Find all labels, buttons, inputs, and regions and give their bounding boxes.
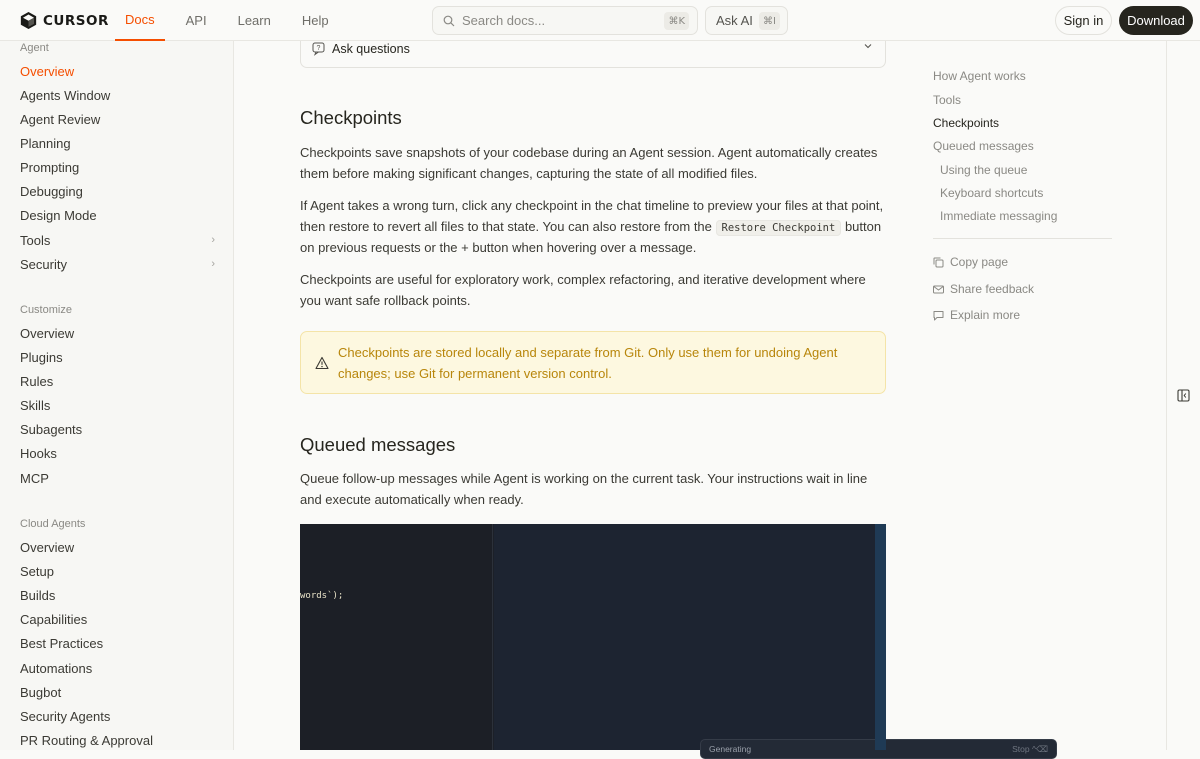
top-header: [0, 0, 1200, 41]
chat-bubble-icon: [933, 310, 944, 321]
sidebar-section-agent: Agent: [20, 42, 49, 54]
sidebar-item-bugbot[interactable]: [20, 681, 215, 703]
sidebar-item-label: Security Agents: [20, 708, 111, 724]
top-nav: [115, 0, 350, 41]
checkpoints-heading: Checkpoints: [300, 107, 402, 128]
logo-text: CURSOR: [43, 12, 109, 29]
sidebar-item-overview[interactable]: [20, 60, 215, 82]
toc-divider: [933, 238, 1112, 239]
sidebar-item-best-practices[interactable]: [20, 632, 215, 654]
right-divider: [1166, 41, 1167, 750]
sidebar-item-pr-routing[interactable]: [20, 729, 215, 751]
sidebar-item-label: MCP: [20, 470, 49, 486]
explain-more-button[interactable]: [933, 308, 1020, 322]
tab-api[interactable]: API: [185, 13, 207, 28]
sidebar-item-security[interactable]: [20, 253, 215, 275]
queued-messages-heading: Queued messages: [300, 434, 456, 455]
sidebar-item-label: Builds: [20, 587, 56, 603]
chevron-right-icon: ›: [211, 234, 215, 246]
sidebar-item-label: Debugging: [20, 183, 83, 199]
sidebar-item-hooks[interactable]: [20, 442, 215, 464]
copy-page-button[interactable]: [933, 255, 1008, 269]
checkpoints-paragraph-2: [300, 196, 890, 259]
sign-in-button[interactable]: Sign in: [1055, 6, 1112, 35]
sidebar-item-tools[interactable]: [20, 229, 215, 251]
restore-checkpoint-code: Restore Checkpoint: [716, 220, 842, 236]
copy-page-label: Copy page: [950, 255, 1009, 269]
panel-toggle-icon[interactable]: [1177, 389, 1190, 402]
sidebar-item-security-agents[interactable]: [20, 705, 215, 727]
copy-icon: [933, 257, 944, 268]
sidebar-item-label: Setup: [20, 563, 54, 579]
warning-text: Checkpoints are stored locally and separate from Git. Only use them for undoing Agent changes; use Git for permanent version control.: [338, 345, 838, 381]
sidebar-item-design-mode[interactable]: [20, 204, 215, 226]
checkpoints-paragraph-3: Checkpoints are useful for exploratory work, complex refactoring, and iterative development where you want safe rollback points.: [300, 272, 866, 308]
generating-label: Generating: [709, 744, 752, 754]
toc-immediate-messaging[interactable]: Immediate messaging: [940, 209, 1058, 223]
ask-ai-button[interactable]: [705, 6, 788, 35]
cursor-logo-icon: [20, 11, 37, 30]
sidebar-item-label: Agent Review: [20, 111, 101, 127]
explain-more-label: Explain more: [950, 308, 1021, 322]
chevron-right-icon: ›: [211, 258, 215, 270]
mail-icon: [933, 284, 944, 295]
sidebar-item-subagents[interactable]: [20, 418, 215, 440]
share-feedback-label: Share feedback: [950, 282, 1035, 296]
sidebar-item-label: Overview: [20, 63, 75, 79]
sidebar-item-label: Hooks: [20, 445, 57, 461]
search-input[interactable]: [462, 13, 652, 28]
queued-paragraph-1: Queue follow-up messages while Agent is working on the current task. Your instructions wait in line and execute automatically when ready.: [300, 471, 868, 507]
sidebar-item-label: Planning: [20, 135, 71, 151]
sidebar: [0, 41, 234, 750]
toc-how-agent-works[interactable]: How Agent works: [933, 69, 1026, 83]
warning-triangle-icon: [315, 356, 329, 370]
sidebar-item-label: Design Mode: [20, 207, 97, 223]
sidebar-item-cloud-overview[interactable]: [20, 536, 215, 558]
sidebar-item-label: Subagents: [20, 421, 83, 437]
sidebar-item-label: Skills: [20, 397, 51, 413]
sidebar-item-planning[interactable]: [20, 132, 215, 154]
sidebar-item-label: Security: [20, 256, 67, 272]
sidebar-item-customize-overview[interactable]: [20, 322, 215, 344]
sidebar-item-label: Best Practices: [20, 635, 104, 651]
share-feedback-button[interactable]: [933, 282, 1034, 296]
search-shortcut: ⌘K: [664, 12, 689, 30]
paragraph-text: If Agent takes a wrong turn, click any checkpoint in the chat timeline to preview your files at that point, then restore to revert all files to that state. You can also restore from the: [300, 198, 884, 234]
tab-docs[interactable]: Docs: [115, 0, 165, 41]
editor-pane: [300, 524, 493, 750]
svg-text:?: ?: [316, 45, 321, 52]
download-button[interactable]: Download: [1119, 6, 1193, 35]
stop-label: Stop ^⌫: [1012, 744, 1048, 754]
sidebar-item-label: Automations: [20, 660, 93, 676]
sidebar-section-cloud-agents: Cloud Agents: [20, 518, 86, 530]
sidebar-item-prompting[interactable]: [20, 156, 215, 178]
toc-using-the-queue[interactable]: Using the queue: [940, 163, 1028, 177]
ask-ai-shortcut: ⌘I: [759, 12, 780, 30]
ask-questions-label: Ask questions: [332, 41, 410, 56]
sidebar-item-setup[interactable]: [20, 560, 215, 582]
sidebar-item-label: Bugbot: [20, 684, 62, 700]
sidebar-item-capabilities[interactable]: [20, 608, 215, 630]
paragraph-text: button on previous requests or the + button when hovering over a message.: [300, 218, 882, 255]
sidebar-item-label: Capabilities: [20, 611, 88, 627]
sidebar-item-label: Plugins: [20, 349, 63, 365]
sidebar-item-label: Rules: [20, 373, 54, 389]
sidebar-section-customize: Customize: [20, 304, 72, 316]
sidebar-item-label: Tools: [20, 232, 51, 248]
sidebar-item-label: Overview: [20, 539, 75, 555]
toc-checkpoints[interactable]: Checkpoints: [933, 116, 1000, 130]
toc-queued-messages[interactable]: Queued messages: [933, 139, 1034, 153]
agent-pane: [494, 524, 1048, 754]
tab-learn[interactable]: Learn: [237, 13, 271, 28]
sidebar-item-label: Agents Window: [20, 87, 111, 103]
sidebar-item-automations[interactable]: [20, 657, 215, 679]
sidebar-item-skills[interactable]: [20, 394, 215, 416]
sidebar-item-rules[interactable]: [20, 370, 215, 392]
checkpoints-paragraph-1: Checkpoints save snapshots of your codebase during an Agent session. Agent automatically creates them before making significant changes, capturing the state of all modified files.: [300, 145, 878, 181]
sidebar-item-agent-review[interactable]: [20, 108, 215, 130]
ask-ai-label: Ask AI: [716, 13, 753, 28]
code-line: words`);: [300, 591, 344, 601]
chevron-down-icon: [863, 41, 873, 51]
sidebar-item-plugins[interactable]: [20, 346, 215, 368]
sidebar-item-debugging[interactable]: [20, 180, 215, 202]
question-bubble-icon: [312, 42, 325, 55]
search-box[interactable]: [432, 6, 698, 35]
sidebar-item-label: PR Routing & Approval: [20, 732, 153, 748]
sidebar-item-mcp[interactable]: [20, 467, 215, 489]
toc-keyboard-shortcuts[interactable]: Keyboard shortcuts: [940, 186, 1044, 200]
side-pane: [875, 524, 886, 750]
cursor-logo[interactable]: [20, 11, 109, 30]
toc-tools[interactable]: Tools: [933, 93, 962, 107]
tab-help[interactable]: Help: [301, 13, 329, 28]
sidebar-item-label: Prompting: [20, 159, 80, 175]
sidebar-item-builds[interactable]: [20, 584, 215, 606]
search-icon: [443, 15, 455, 27]
warning-callout: [300, 331, 886, 394]
queued-messages-screenshot: [300, 524, 1048, 754]
sidebar-item-label: Overview: [20, 325, 75, 341]
sidebar-item-agents-window[interactable]: [20, 84, 215, 106]
